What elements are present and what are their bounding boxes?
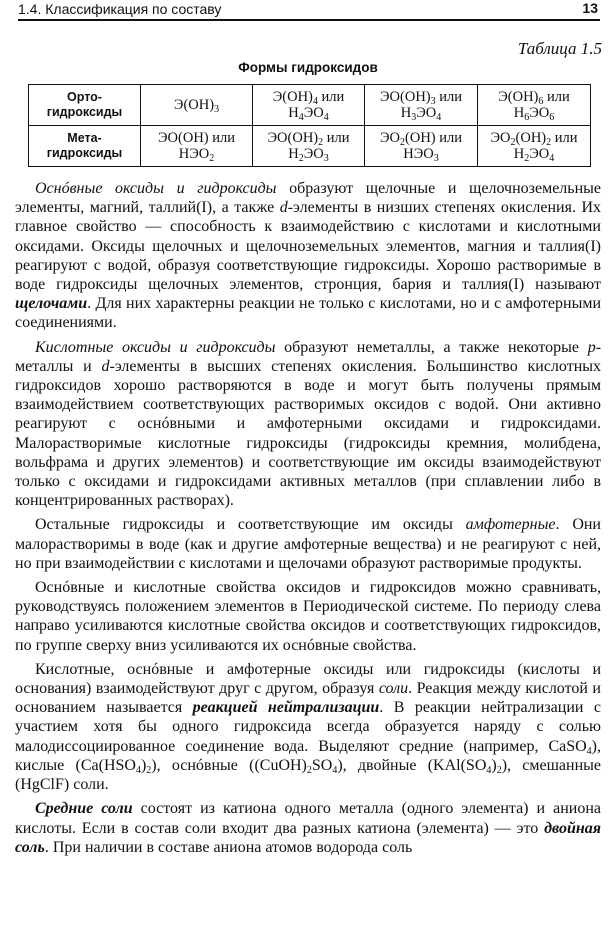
emphasis-run: Средние соли	[35, 800, 133, 818]
formula-cell	[478, 85, 591, 126]
formula-subscript: 3	[214, 104, 220, 115]
formula-text: ЭO	[529, 105, 550, 121]
row-header-line: Мета-	[67, 131, 102, 145]
text-run: -элементы в высших степенях окисления. Большинство кислотных гидроксидов хорошо растворяются в воде и могут быть получены прямым взаимодействием соответствующих растворимых оксидов с водой. Они активно реагируют с оснóвными и амфотерными оксидами и гидроксидами. Малорастворимые кислотные гидроксиды (гидроксиды кремния, молибдена, вольфрама и других элементов) и соответствующие им оксиды взаимодействуют только с оксидами и гидроксидами активных металлов (при сплавлении либо в концентрированных растворах).	[15, 357, 602, 510]
emphasis-run: p	[587, 338, 596, 356]
table-label: Таблица 1.5	[517, 39, 602, 58]
formula-text: H	[288, 105, 299, 121]
formula-subscript: 6	[549, 112, 555, 123]
formula-subscript: 4	[298, 112, 304, 123]
text-run: SO	[311, 756, 333, 774]
emphasis-run: d	[279, 199, 288, 217]
formula-subscript: 4	[549, 153, 555, 164]
formula-cell	[253, 85, 365, 126]
formula-subscript: 4	[312, 96, 318, 107]
formula-text: ЭO	[529, 146, 550, 162]
formula-line	[257, 89, 360, 105]
emphasis-run: Оснóвные оксиды и гидроксиды	[35, 180, 277, 197]
emphasis-run: d	[101, 357, 110, 375]
subscript: 2	[306, 764, 312, 776]
text-run: . В реакции нейтрализации с участием хотя бы одного гидроксида всегда образуется наряду с солью малодиссоциированное соединение вода. Выделяют средние (например, CaSO	[15, 699, 602, 755]
formula-text: ЭO(OH)	[379, 89, 431, 105]
formula-line	[145, 130, 248, 146]
section-title: 1.4. Классификация по составу	[18, 1, 222, 17]
hydroxide-forms-table	[28, 84, 591, 167]
body-text	[15, 179, 601, 857]
formula-subscript: 3	[411, 112, 417, 123]
text-run: Кислотные, оснóвные и амфотерные оксиды или гидроксиды (кислоты и основания) взаимодействуют друг с другом, образуя	[15, 660, 601, 698]
text-run: состоят из катиона одного металла (одного элемента) и аниона кислоты. Если в состав соли входит два разных катиона (элемента) — это	[15, 800, 602, 837]
formula-text: ЭO	[416, 105, 437, 121]
formula-cell	[253, 126, 365, 167]
formula-text: H	[513, 146, 525, 162]
paragraph	[15, 660, 601, 794]
formula-line	[257, 130, 360, 146]
formula-subscript: 4	[323, 112, 329, 123]
formula-text: (OH)	[515, 130, 547, 146]
formula-cell	[141, 126, 253, 167]
formula-text: или	[323, 130, 350, 146]
paragraph	[15, 338, 601, 511]
formula-text: ЭO	[303, 146, 324, 162]
text-run: ), оснóвные ((CuOH)	[151, 756, 307, 774]
formula-line	[257, 105, 360, 121]
formula-line	[369, 105, 473, 121]
row-header-line: гидроксиды	[46, 146, 123, 160]
text-run: образуют щелочные и щелочноземельные элементы, магний, таллий(I), а также	[15, 180, 602, 217]
text-run: ), кислые (Ca(HSO	[15, 737, 601, 774]
text-run: образуют неметаллы, а также некоторые	[275, 338, 588, 356]
formula-text: Э(OH)	[173, 97, 215, 113]
formula-text: ЭO	[379, 130, 401, 146]
formula-text: (OH) или	[405, 130, 463, 146]
emphasis-run: соли	[378, 680, 409, 698]
row-header	[29, 85, 141, 126]
formula-text: Э(OH)	[272, 89, 313, 105]
formula-subscript: 2	[209, 153, 215, 164]
paragraph	[15, 578, 601, 655]
text-run: . Реакция между кислотой и основанием называется	[15, 680, 601, 717]
subscript: 4	[332, 764, 338, 776]
formula-text: или	[543, 89, 570, 105]
formula-text: или	[435, 89, 463, 105]
subscript: 4	[135, 764, 141, 776]
table-row	[29, 85, 591, 126]
formula-line	[145, 97, 248, 113]
running-header	[18, 0, 600, 21]
formula-text: ЭO	[490, 130, 511, 146]
emphasis-run: двойная соль	[15, 819, 601, 856]
formula-subscript: 2	[546, 137, 552, 148]
formula-line	[482, 89, 586, 105]
formula-text: Э(OH)	[498, 89, 539, 105]
formula-subscript: 2	[400, 137, 406, 148]
paragraph	[15, 799, 601, 857]
formula-cell	[365, 85, 478, 126]
table-row	[29, 126, 591, 167]
emphasis-run: щелочами	[15, 295, 88, 313]
text-run: . Они малорастворимы в воде (как и другие амфотерные вещества) и не реагируют с ней, но при взаимодействии с кислотами и щелочами образуют растворимые продукты.	[15, 516, 601, 572]
formula-text: H	[400, 105, 412, 121]
formula-text: H	[513, 105, 525, 121]
emphasis-run: Кислотные оксиды и гидроксиды	[35, 338, 276, 356]
subscript: 2	[146, 764, 152, 776]
formula-cell	[365, 126, 478, 167]
formula-line	[369, 130, 473, 146]
text-run: -элементы в низших степенях окисления. Их главное свойство — способность к взаимодействию с кислотами и кислотными оксидами. Оксиды щелочных и щелочноземельных элементов, магния и таллия(I) реагируют с водой, образуя соответствующие гидроксиды. Хорошо растворимые в воде гидроксиды щелочных элементов, стронция, бария и таллия(I) называют	[15, 199, 602, 294]
paragraph	[15, 515, 601, 573]
formula-subscript: 3	[323, 153, 329, 164]
row-header-line: гидроксиды	[46, 105, 123, 119]
formula-line	[257, 146, 360, 162]
subscript: 2	[496, 764, 502, 776]
formula-text: или	[317, 89, 345, 105]
text-run: )	[491, 756, 497, 774]
formula-subscript: 6	[524, 112, 530, 123]
formula-text: HЭO	[178, 146, 210, 162]
text-run: -металлы и	[15, 338, 602, 375]
text-run: )	[140, 756, 147, 774]
formula-line	[482, 130, 586, 146]
formula-text: HЭO	[403, 146, 434, 162]
formula-subscript: 2	[524, 153, 530, 164]
formula-subscript: 4	[436, 112, 442, 123]
subscript: 4	[586, 745, 592, 757]
text-run: . При наличии в составе аниона атомов водорода соль	[44, 838, 413, 856]
formula-line	[482, 146, 586, 162]
text-run: ), двойные (KAl(SO	[337, 756, 487, 774]
formula-subscript: 2	[318, 137, 324, 148]
formula-line	[369, 146, 473, 162]
row-header-line: Орто-	[67, 90, 102, 104]
text-run: Оснóвные и кислотные свойства оксидов и гидроксидов можно сравнивать, руководствуясь положением элементов в Периодической системе. По периоду слева направо усиливаются кислотные свойства оксидов и соответствующих гидроксидов, по группе сверху вниз усиливаются их оснóвные свойства.	[15, 579, 601, 654]
paragraph	[15, 179, 601, 333]
formula-subscript: 2	[510, 137, 516, 148]
formula-subscript: 2	[298, 153, 304, 164]
emphasis-run: реакцией нейтрализации	[192, 699, 380, 717]
row-header	[29, 126, 141, 167]
formula-text: ЭO	[303, 105, 324, 121]
formula-text: H	[288, 146, 299, 162]
subscript: 4	[486, 764, 492, 776]
formula-line	[482, 105, 586, 121]
emphasis-run: амфотерные	[465, 516, 556, 534]
table-title: Формы гидроксидов	[238, 60, 378, 75]
formula-subscript: 3	[433, 153, 439, 164]
text-run: Остальные гидроксиды и соответствующие им оксиды	[35, 516, 466, 534]
formula-text: ЭO(OH) или	[157, 130, 236, 146]
text-run: ), смешанные (HgClF) соли.	[15, 756, 601, 794]
formula-text: или	[551, 130, 578, 146]
formula-cell	[478, 126, 591, 167]
page-number: 13	[582, 0, 598, 16]
text-run: . Для них характерны реакции не только с кислотами, но и с амфотерными соединениями.	[15, 295, 601, 332]
formula-subscript: 3	[430, 96, 436, 107]
formula-line	[369, 89, 473, 105]
formula-text: ЭO(OH)	[267, 130, 319, 146]
formula-subscript: 6	[538, 96, 544, 107]
formula-line	[145, 146, 248, 162]
formula-cell	[141, 85, 253, 126]
